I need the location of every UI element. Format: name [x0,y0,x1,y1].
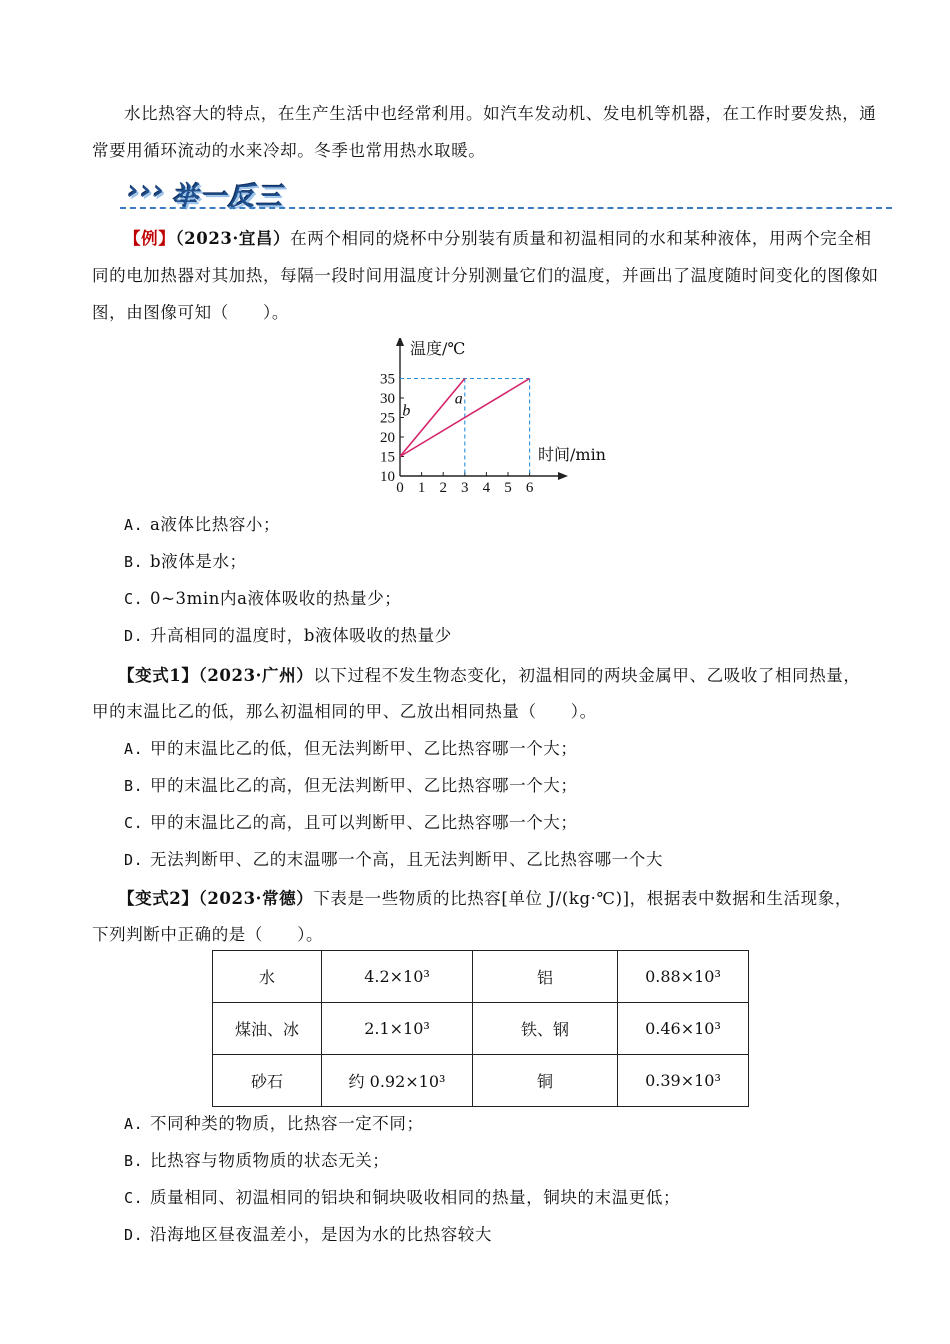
y-axis-label: 温度/℃ [410,339,466,358]
intro-line-2: 常要用循环流动的水来冷却。冬季也常用热水取暖。 [92,141,486,160]
variant1-tag: 【变式1】 [118,666,199,685]
y-tick-label: 10 [380,469,395,485]
y-tick-label: 30 [380,391,395,407]
option-letter: A. [124,1115,144,1133]
variant1-option-2 [124,809,578,833]
example-line-2: 同的电加热器对其加热，每隔一段时间用温度计分别测量它们的温度，并画出了温度随时间变化的图像如 [92,266,879,285]
table-cell: 煤油、冰 [213,1003,322,1055]
option-text: 不同种类的物质，比热容一定不同； [150,1114,424,1133]
option-letter: D. [124,1226,144,1244]
table-cell: 0.46×10³ [618,1003,749,1055]
example-source: （2023·宜昌） [175,229,291,248]
banner-arrows-icon: ››› [128,176,167,206]
variant2-source: （2023·常德） [198,889,314,908]
variant1-line-2: 甲的末温比乙的低，那么初温相同的甲、乙放出相同热量（ ）。 [92,702,597,721]
option-text: 升高相同的温度时，b液体吸收的热量少 [150,626,452,645]
table-cell: 0.88×10³ [618,951,749,1003]
table-row [213,1055,749,1107]
variant1-option-1 [124,772,578,796]
example-option-1 [124,548,247,572]
x-tick-label: 4 [482,480,491,496]
table-cell: 铝 [473,951,618,1003]
x-tick-label: 1 [417,480,426,496]
option-text: 比热容与物质物质的状态无关； [150,1151,390,1170]
variant1-line-1 [118,662,861,686]
table-cell: 0.39×10³ [618,1055,749,1107]
variant1-source: （2023·广州） [198,666,314,685]
option-text: b液体是水； [150,552,247,571]
variant2-tag: 【变式2】 [118,889,199,908]
variant1-option-3 [124,846,663,870]
table-cell: 约 0.92×10³ [322,1055,473,1107]
table-row [213,1003,749,1055]
x-axis-arrow-icon [558,472,568,480]
x-tick-label: 2 [439,480,447,496]
variant2-option-2 [124,1184,680,1208]
table-cell: 4.2×10³ [322,951,473,1003]
option-letter: B. [124,553,144,571]
table-cell: 铁、钢 [473,1003,618,1055]
option-text: 甲的末温比乙的高，但无法判断甲、乙比热容哪一个大； [150,776,578,795]
banner-divider [120,207,892,209]
banner-title: 举一反三 [172,182,285,212]
variant1-option-0 [124,735,578,759]
option-text: 质量相同、初温相同的铝块和铜块吸收相同的热量，铜块的末温更低； [150,1188,681,1207]
option-letter: A. [124,740,144,758]
option-text: 沿海地区昼夜温差小，是因为水的比热容较大 [150,1225,492,1244]
example-line-3: 图，由图像可知（ ）。 [92,303,289,322]
y-tick-label: 20 [380,430,395,446]
x-tick-label: 6 [525,480,534,496]
series-label-a: a [454,390,463,408]
table-cell: 砂石 [213,1055,322,1107]
example-line-1 [124,225,872,249]
option-letter: C. [124,814,144,832]
option-letter: B. [124,1152,144,1170]
option-text: 甲的末温比乙的高，且可以判断甲、乙比热容哪一个大； [150,813,578,832]
option-text: 0~3min内a液体吸收的热量少； [150,589,402,608]
example-stem-1: 在两个相同的烧杯中分别装有质量和初温相同的水和某种液体，用两个完全相 [290,229,872,248]
option-letter: C. [124,590,144,608]
option-letter: B. [124,777,144,795]
x-tick-label: 3 [461,480,469,496]
table-row [213,951,749,1003]
series-label-b: b [402,402,411,420]
intro-line-1: 水比热容大的特点，在生产生活中也经常利用。如汽车发动机、发电机等机器，在工作时要发热，通 [124,104,877,123]
example-tag: 【例】 [124,229,176,248]
x-tick-label: 0 [396,480,404,496]
y-tick-label: 25 [380,410,395,427]
option-letter: C. [124,1189,144,1207]
y-tick-label: 15 [380,449,395,466]
y-axis-arrow-icon [396,338,404,346]
variant2-option-1 [124,1147,389,1171]
option-letter: D. [124,627,144,645]
option-text: a液体比热容小； [150,515,281,534]
table-cell: 铜 [473,1055,618,1107]
variant2-option-3 [124,1221,492,1245]
option-text: 甲的末温比乙的低，但无法判断甲、乙比热容哪一个大； [150,739,578,758]
variant2-stem-1: 下表是一些物质的比热容[单位 J/(kg·℃)]，根据表中数据和生活现象， [313,889,852,908]
section-banner [120,176,892,216]
example-option-3 [124,622,452,646]
specific-heat-table [212,950,749,1107]
temperature-time-chart [350,338,620,498]
y-tick-label: 35 [380,371,395,388]
option-letter: D. [124,851,144,869]
option-letter: A. [124,516,144,534]
table-cell: 水 [213,951,322,1003]
x-axis-label: 时间/min [538,445,606,464]
variant2-option-0 [124,1110,424,1134]
example-option-0 [124,511,280,535]
variant1-stem-1: 以下过程不发生物态变化，初温相同的两块金属甲、乙吸收了相同热量， [313,666,861,685]
example-option-2 [124,585,401,609]
x-tick-label: 5 [504,480,512,496]
variant2-line-2: 下列判断中正确的是（ ）。 [92,925,324,944]
option-text: 无法判断甲、乙的末温哪一个高，且无法判断甲、乙比热容哪一个大 [150,850,663,869]
table-cell: 2.1×10³ [322,1003,473,1055]
variant2-line-1 [118,885,852,909]
